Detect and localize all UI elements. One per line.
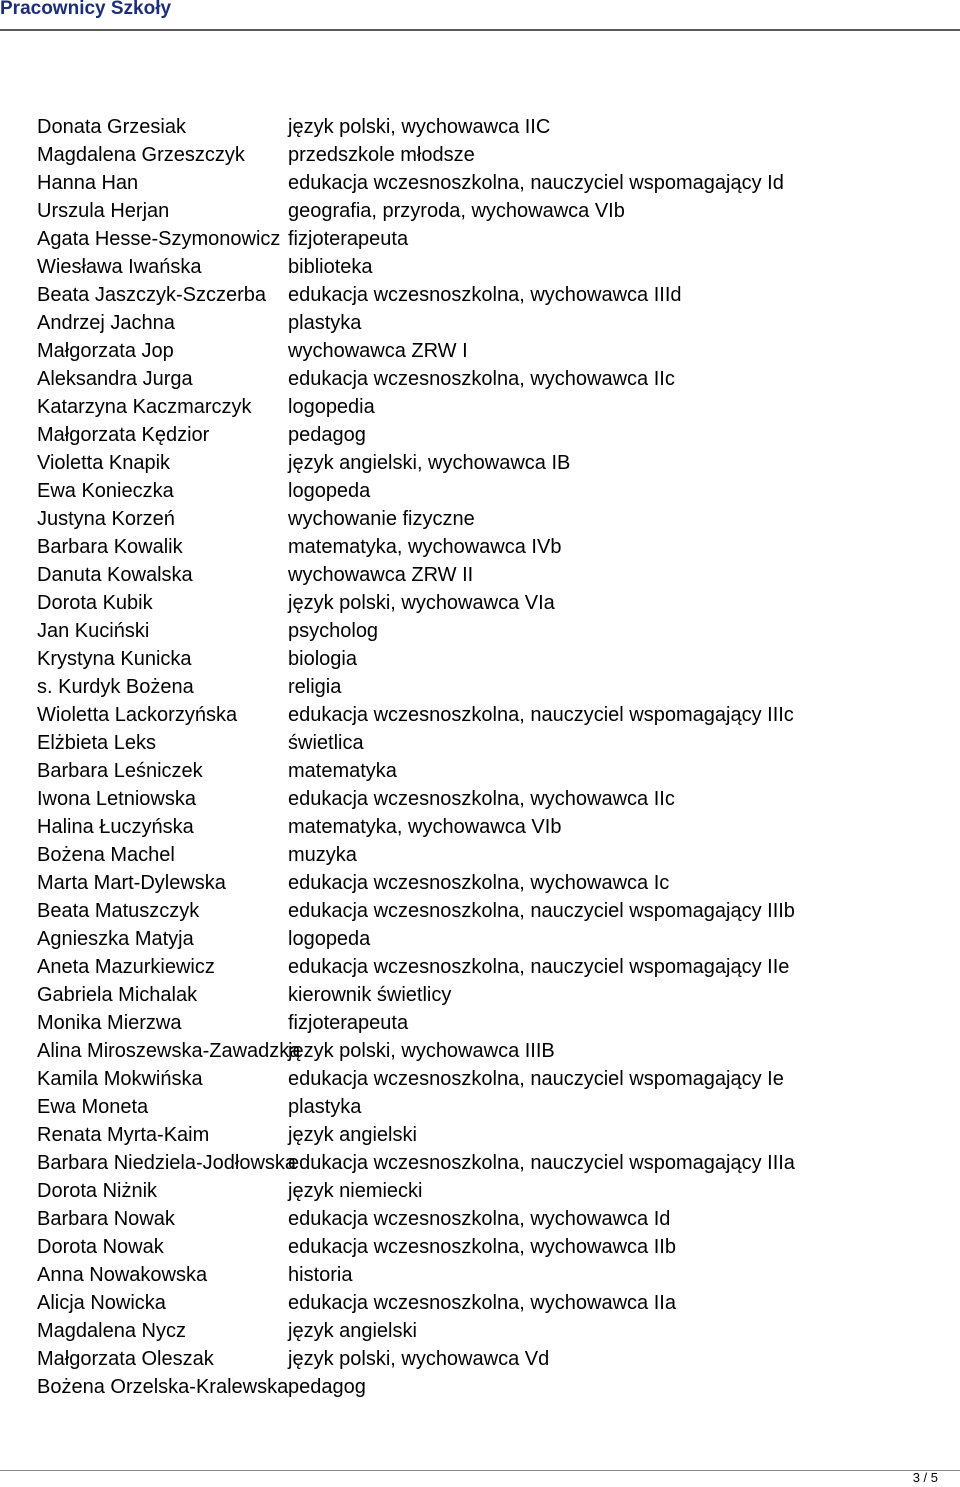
- staff-row: [0, 701, 960, 729]
- staff-name: Jan Kuciński: [37, 620, 150, 642]
- staff-row: [0, 1177, 960, 1205]
- staff-row: [0, 1093, 960, 1121]
- staff-name: Bożena Orzelska-Kralewska: [37, 1376, 289, 1398]
- staff-row: [0, 505, 960, 533]
- staff-name: Barbara Kowalik: [37, 536, 183, 558]
- staff-name: Agnieszka Matyja: [37, 928, 194, 950]
- staff-row: [0, 337, 960, 365]
- staff-row: [0, 169, 960, 197]
- staff-role: biologia: [288, 648, 357, 670]
- staff-role: plastyka: [288, 1096, 362, 1118]
- staff-row: [0, 785, 960, 813]
- page-title: Pracownicy Szkoły: [0, 0, 172, 19]
- staff-row: [0, 1233, 960, 1261]
- staff-row: [0, 981, 960, 1009]
- staff-name: Marta Mart-Dylewska: [37, 872, 226, 894]
- staff-role: matematyka: [288, 760, 397, 782]
- staff-role: matematyka, wychowawca VIb: [288, 816, 562, 838]
- staff-name: Ewa Moneta: [37, 1096, 149, 1118]
- staff-name: Gabriela Michalak: [37, 984, 198, 1006]
- staff-row: [0, 533, 960, 561]
- staff-name: Ewa Konieczka: [37, 480, 174, 502]
- staff-role: wychowanie fizyczne: [288, 508, 475, 530]
- staff-row: [0, 477, 960, 505]
- staff-name: Renata Myrta-Kaim: [37, 1124, 210, 1146]
- staff-role: język polski, wychowawca IIC: [288, 116, 551, 138]
- staff-name: Wiesława Iwańska: [37, 256, 202, 278]
- staff-row: [0, 757, 960, 785]
- staff-row: [0, 953, 960, 981]
- staff-role: język polski, wychowawca IIIB: [288, 1040, 555, 1062]
- staff-name: Małgorzata Jop: [37, 340, 174, 362]
- staff-name: Hanna Han: [37, 172, 139, 194]
- staff-name: Małgorzata Kędzior: [37, 424, 210, 446]
- staff-name: Kamila Mokwińska: [37, 1068, 203, 1090]
- staff-name: Katarzyna Kaczmarczyk: [37, 396, 252, 418]
- staff-row: [0, 897, 960, 925]
- staff-role: logopedia: [288, 396, 375, 418]
- staff-row: [0, 1317, 960, 1345]
- staff-role: edukacja wczesnoszkolna, nauczyciel wspomagający IIe: [288, 956, 790, 978]
- staff-role: pedagog: [288, 1376, 366, 1398]
- staff-name: Bożena Machel: [37, 844, 175, 866]
- staff-role: edukacja wczesnoszkolna, nauczyciel wspomagający IIIc: [288, 704, 794, 726]
- staff-row: [0, 813, 960, 841]
- staff-name: Aleksandra Jurga: [37, 368, 193, 390]
- staff-name: Alina Miroszewska-Zawadzka: [37, 1040, 301, 1062]
- staff-name: Barbara Leśniczek: [37, 760, 203, 782]
- staff-role: edukacja wczesnoszkolna, wychowawca IIId: [288, 284, 682, 306]
- staff-role: edukacja wczesnoszkolna, wychowawca IIc: [288, 368, 675, 390]
- staff-name: Violetta Knapik: [37, 452, 171, 474]
- staff-row: [0, 225, 960, 253]
- staff-role: edukacja wczesnoszkolna, nauczyciel wspomagający IIIb: [288, 900, 795, 922]
- staff-row: [0, 1205, 960, 1233]
- staff-name: Urszula Herjan: [37, 200, 170, 222]
- staff-role: edukacja wczesnoszkolna, wychowawca IIc: [288, 788, 675, 810]
- staff-role: wychowawca ZRW II: [288, 564, 474, 586]
- staff-name: Dorota Nowak: [37, 1236, 164, 1258]
- staff-role: historia: [288, 1264, 353, 1286]
- staff-role: kierownik świetlicy: [288, 984, 452, 1006]
- staff-row: [0, 869, 960, 897]
- staff-role: fizjoterapeuta: [288, 228, 409, 250]
- staff-role: przedszkole młodsze: [288, 144, 475, 166]
- staff-name: Małgorzata Oleszak: [37, 1348, 214, 1370]
- staff-name: Krystyna Kunicka: [37, 648, 192, 670]
- header-divider: [0, 29, 960, 31]
- staff-row: [0, 421, 960, 449]
- staff-name: Agata Hesse-Szymonowicz: [37, 228, 281, 250]
- staff-role: logopeda: [288, 480, 371, 502]
- staff-role: matematyka, wychowawca IVb: [288, 536, 562, 558]
- staff-row: [0, 589, 960, 617]
- staff-name: Iwona Letniowska: [37, 788, 196, 810]
- staff-row: [0, 365, 960, 393]
- footer-divider: [0, 1470, 960, 1471]
- staff-role: edukacja wczesnoszkolna, wychowawca Ic: [288, 872, 670, 894]
- staff-row: [0, 617, 960, 645]
- staff-name: Dorota Niżnik: [37, 1180, 158, 1202]
- staff-name: Dorota Kubik: [37, 592, 153, 614]
- staff-role: logopeda: [288, 928, 371, 950]
- staff-role: język angielski: [288, 1320, 417, 1342]
- staff-name: Elżbieta Leks: [37, 732, 156, 754]
- staff-row: [0, 1009, 960, 1037]
- staff-name: Monika Mierzwa: [37, 1012, 182, 1034]
- staff-row: [0, 449, 960, 477]
- staff-row: [0, 673, 960, 701]
- staff-row: [0, 1261, 960, 1289]
- staff-role: muzyka: [288, 844, 357, 866]
- staff-row: [0, 281, 960, 309]
- staff-row: [0, 309, 960, 337]
- staff-row: [0, 1149, 960, 1177]
- staff-role: język polski, wychowawca VIa: [288, 592, 555, 614]
- staff-name: Beata Matuszczyk: [37, 900, 200, 922]
- staff-name: Magdalena Nycz: [37, 1320, 186, 1342]
- staff-name: Magdalena Grzeszczyk: [37, 144, 245, 166]
- staff-name: Anna Nowakowska: [37, 1264, 208, 1286]
- staff-role: biblioteka: [288, 256, 373, 278]
- staff-row: [0, 561, 960, 589]
- staff-name: Barbara Nowak: [37, 1208, 175, 1230]
- staff-row: [0, 925, 960, 953]
- staff-name: Barbara Niedziela-Jodłowska: [37, 1152, 297, 1174]
- staff-name: Aneta Mazurkiewicz: [37, 956, 215, 978]
- staff-row: [0, 393, 960, 421]
- staff-role: język angielski, wychowawca IB: [288, 452, 571, 474]
- staff-row: [0, 253, 960, 281]
- staff-role: geografia, przyroda, wychowawca VIb: [288, 200, 625, 222]
- staff-role: język angielski: [288, 1124, 417, 1146]
- staff-row: [0, 1289, 960, 1317]
- staff-role: psycholog: [288, 620, 379, 642]
- staff-role: plastyka: [288, 312, 362, 334]
- staff-row: [0, 141, 960, 169]
- staff-role: edukacja wczesnoszkolna, nauczyciel wspomagający Id: [288, 172, 784, 194]
- staff-row: [0, 113, 960, 141]
- staff-row: [0, 1345, 960, 1373]
- staff-row: [0, 645, 960, 673]
- staff-row: [0, 841, 960, 869]
- staff-row: [0, 1065, 960, 1093]
- staff-role: język polski, wychowawca Vd: [288, 1348, 550, 1370]
- staff-row: [0, 1037, 960, 1065]
- staff-name: Danuta Kowalska: [37, 564, 193, 586]
- staff-name: Alicja Nowicka: [37, 1292, 166, 1314]
- staff-role: wychowawca ZRW I: [288, 340, 468, 362]
- staff-row: [0, 729, 960, 757]
- staff-role: fizjoterapeuta: [288, 1012, 409, 1034]
- page-number: 3 / 5: [912, 1470, 938, 1485]
- staff-name: Donata Grzesiak: [37, 116, 186, 138]
- staff-row: [0, 1121, 960, 1149]
- staff-role: edukacja wczesnoszkolna, nauczyciel wspomagający IIIa: [288, 1152, 795, 1174]
- staff-name: Beata Jaszczyk-Szczerba: [37, 284, 266, 306]
- staff-role: język niemiecki: [288, 1180, 423, 1202]
- staff-row: [0, 1373, 960, 1401]
- staff-role: edukacja wczesnoszkolna, wychowawca IIa: [288, 1292, 676, 1314]
- staff-role: świetlica: [288, 732, 364, 754]
- staff-role: edukacja wczesnoszkolna, wychowawca Id: [288, 1208, 671, 1230]
- staff-row: [0, 197, 960, 225]
- staff-name: s. Kurdyk Bożena: [37, 676, 194, 698]
- staff-list: [0, 113, 960, 1401]
- staff-name: Wioletta Lackorzyńska: [37, 704, 238, 726]
- staff-role: edukacja wczesnoszkolna, wychowawca IIb: [288, 1236, 676, 1258]
- staff-name: Justyna Korzeń: [37, 508, 175, 530]
- staff-role: edukacja wczesnoszkolna, nauczyciel wspomagający Ie: [288, 1068, 784, 1090]
- staff-name: Halina Łuczyńska: [37, 816, 194, 838]
- staff-role: pedagog: [288, 424, 366, 446]
- staff-name: Andrzej Jachna: [37, 312, 175, 334]
- staff-role: religia: [288, 676, 342, 698]
